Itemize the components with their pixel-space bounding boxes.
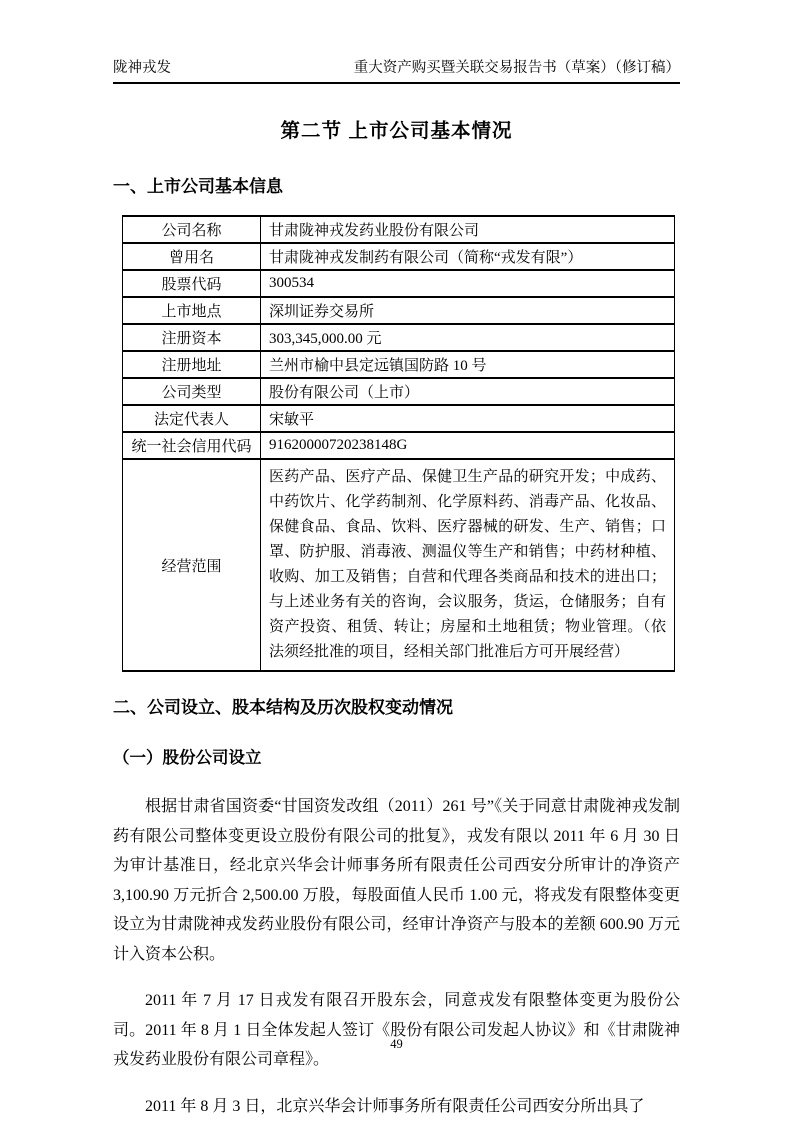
table-value-cell: 303,345,000.00 元: [261, 324, 675, 351]
company-info-table: [122, 215, 675, 672]
section-2-sub-1-heading: （一）股份公司设立: [113, 749, 262, 767]
table-label-cell: 公司名称: [123, 216, 261, 243]
table-row: [123, 270, 675, 297]
table-value-cell: 深圳证券交易所: [261, 297, 675, 324]
table-label-cell: 注册资本: [123, 324, 261, 351]
section-2-heading: 二、公司设立、股本结构及历次股权变动情况: [113, 698, 453, 717]
paragraph: 2011 年 7 月 17 日戎发有限召开股东会，同意戎发有限整体变更为股份公司。2011 年 8 月 1 日全体发起人签订《股份有限公司发起人协议》和《甘肃陇神戎发药业股份有限公司章程》。: [113, 992, 680, 1068]
table-row: [123, 378, 675, 405]
chapter-title: 第二节 上市公司基本情况: [280, 120, 513, 142]
header-left-title: 陇神戎发: [113, 60, 171, 76]
page-footer: [0, 1037, 793, 1052]
table-value-cell: 甘肃陇神戎发药业股份有限公司: [261, 216, 675, 243]
table-row: [123, 405, 675, 432]
table-value-cell: 甘肃陇神戎发制药有限公司（简称“戎发有限”）: [261, 243, 675, 270]
table-row: [123, 459, 675, 671]
header-right-title: 重大资产购买暨关联交易报告书（草案）（修订稿）: [353, 60, 680, 76]
table-label-cell: 注册地址: [123, 351, 261, 378]
table-value-cell: 医药产品、医疗产品、保健卫生产品的研究开发；中成药、中药饮片、化学药制剂、化学原料药、消毒产品、化妆品、保健食品、食品、饮料、医疗器械的研发、生产、销售；口罩、防护服、消毒液、测温仪等生产和销售；中药材种植、收购、加工及销售；自营和代理各类商品和技术的进出口；与上述业务有关的咨询，会议服务，货运，仓储服务；自有资产投资、租赁、转让；房屋和土地租赁；物业管理。（依法须经批准的项目，经相关部门批准后方可开展经营）: [261, 459, 675, 671]
table-row: [123, 216, 675, 243]
table-label-cell: 上市地点: [123, 297, 261, 324]
table-value-cell: 300534: [261, 270, 675, 297]
table-row: [123, 297, 675, 324]
body-text: [113, 792, 680, 1121]
table-label-cell: 法定代表人: [123, 405, 261, 432]
table-label-cell: 经营范围: [123, 459, 261, 671]
page-header: [113, 56, 680, 84]
table-value-cell: 91620000720238148G: [261, 432, 675, 459]
page-number: 49: [390, 1037, 403, 1051]
table-row: [123, 324, 675, 351]
paragraph: 2011 年 8 月 3 日，北京兴华会计师事务所有限责任公司西安分所出具了: [145, 1097, 645, 1115]
table-row: [123, 243, 675, 270]
page-content: [113, 85, 680, 1122]
table-value-cell: 股份有限公司（上市）: [261, 378, 675, 405]
table-label-cell: 股票代码: [123, 270, 261, 297]
table-label-cell: 统一社会信用代码: [123, 432, 261, 459]
table-row: [123, 351, 675, 378]
table-value-cell: 宋敏平: [261, 405, 675, 432]
table-label-cell: 公司类型: [123, 378, 261, 405]
paragraph: 根据甘肃省国资委“甘国资发改组（2011）261 号”《关于同意甘肃陇神戎发制药有限公司整体变更设立股份有限公司的批复》，戎发有限以 2011 年 6 月 30 日为审计基准日，经北京兴华会计师事务所有限责任公司西安分所审计的净资产 3,100.90 万元折合 2,500.00 万股，每股面值人民币 1.00 元，将戎发有限整体变更设立为甘肃陇神戎发药业股份有限公司，经审计净资产与股本的差额 600.90 万元计入资本公积。: [113, 798, 680, 963]
table-row: [123, 432, 675, 459]
section-1-heading: 一、上市公司基本信息: [113, 177, 283, 196]
table-value-cell: 兰州市榆中县定远镇国防路 10 号: [261, 351, 675, 378]
table-label-cell: 曾用名: [123, 243, 261, 270]
